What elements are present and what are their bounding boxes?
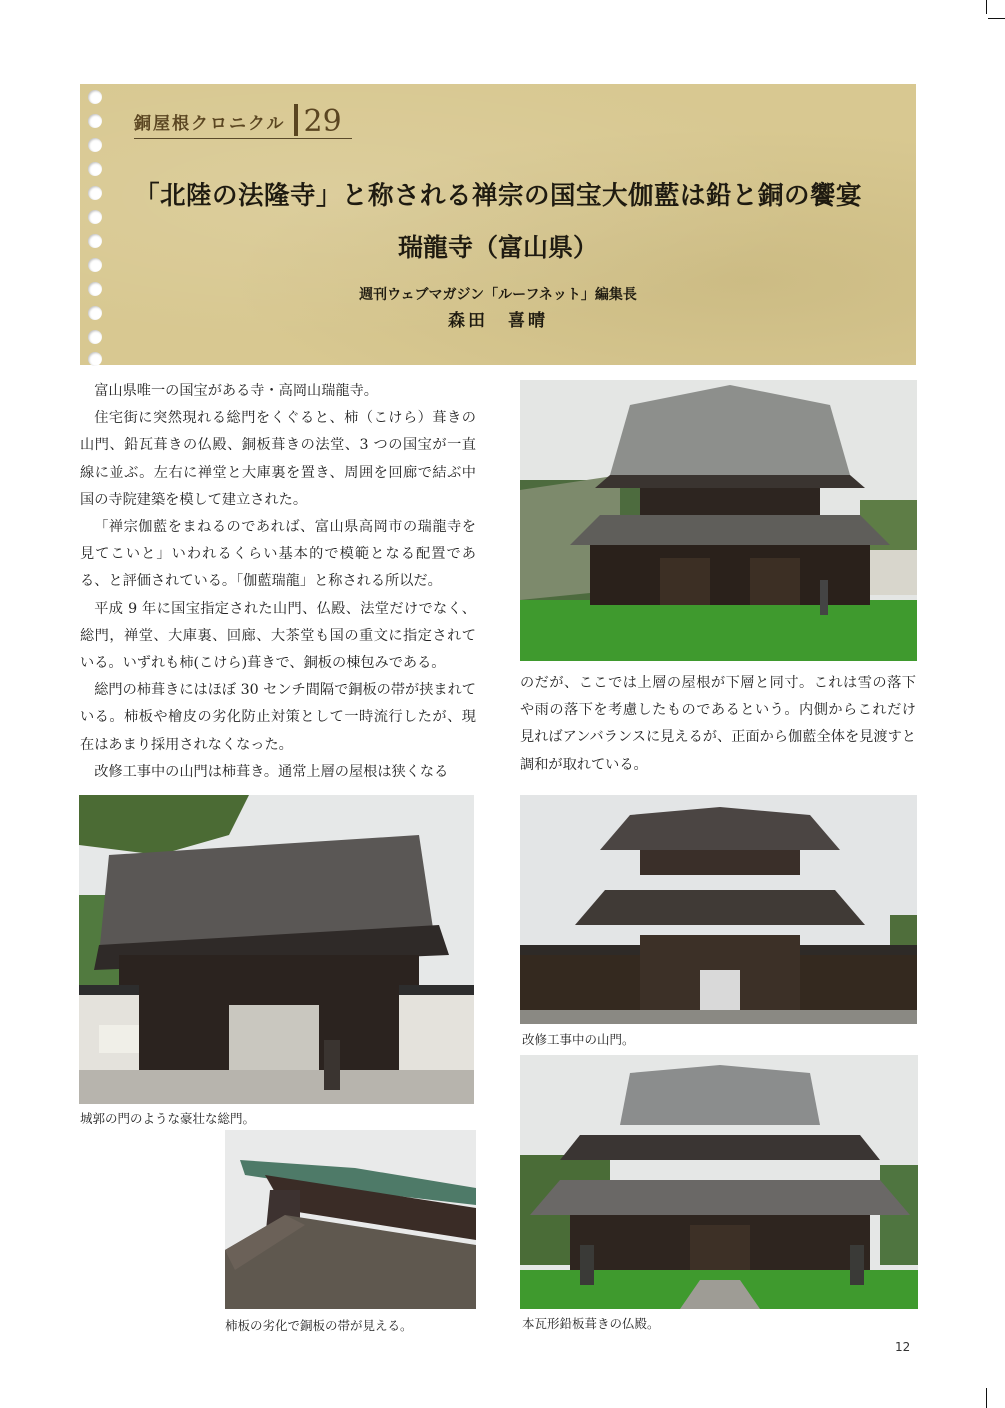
- article-header: [80, 84, 916, 365]
- photo-hatto: [520, 380, 917, 661]
- photo-sanmon: [520, 795, 917, 1024]
- photo-butsuden: [520, 1055, 918, 1309]
- paragraph: 平成 9 年に国宝指定された山門、仏殿、法堂だけでなく、総門，禅堂、大庫裏、回廊、大茶堂も国の重文に指定されている。いずれも柿(こけら)葺きで、銅板の棟包みである。: [80, 600, 476, 672]
- series-label: 銅屋根クロニクル: [134, 114, 286, 134]
- author-affiliation: 週刊ウェブマガジン「ルーフネット」編集長: [359, 287, 637, 303]
- series-divider: [294, 104, 298, 136]
- caption-sanmon: 改修工事中の山門。: [522, 1032, 635, 1047]
- paragraph: 総門の柿葺きにはほぼ 30 センチ間隔で銅板の帯が挟まれている。柿板や檜皮の劣化防止対策として一時流行したが、現在はあまり採用されなくなった。: [80, 682, 476, 753]
- paragraph: 富山県唯一の国宝がある寺・高岡山瑞龍寺。: [94, 383, 378, 399]
- paragraph: 住宅街に突然現れる総門をくぐると、柿（こけら）葺きの山門、鉛瓦葺きの仏殿、銅板葺きの法堂、3 つの国宝が一直線に並ぶ。左右に禅堂と大庫裏を置き、周囲を回廊で結ぶ中国の寺院建築を模して建立された。: [80, 410, 476, 508]
- crop-mark-top-right: [986, 0, 987, 14]
- body-text-left: [80, 378, 476, 786]
- article-title: 「北陸の法隆寺」と称される禅宗の国宝大伽藍は鉛と銅の饗宴: [133, 181, 862, 211]
- caption-somon: 城郭の門のような豪壮な総門。: [80, 1111, 256, 1126]
- series-heading: [134, 102, 352, 139]
- article-subtitle: 瑞龍寺（富山県）: [397, 233, 598, 262]
- paragraph: 「禅宗伽藍をまねるのであれば、富山県高岡市の瑞龍寺を見てこいと」いわれるくらい基本的で模範となる配置である、と評価されている。「伽藍瑞龍」と称される所以だ。: [80, 519, 476, 590]
- body-text-right: [520, 670, 916, 779]
- caption-butsuden: 本瓦形鉛板葺きの仏殿。: [522, 1316, 660, 1331]
- series-number: 29: [303, 104, 342, 139]
- author-name: 森田 喜晴: [448, 311, 548, 331]
- caption-copper-band: 柿板の劣化で銅板の帯が見える。: [225, 1318, 413, 1333]
- paragraph: のだが、ここでは上層の屋根が下層と同寸。これは雪の落下や雨の落下を考慮したものであるという。内側からこれだけ見ればアンバランスに見えるが、正面から伽藍全体を見渡すと調和が取れている。: [520, 675, 916, 773]
- paragraph: 改修工事中の山門は柿葺き。通常上層の屋根は狭くなる: [94, 763, 449, 780]
- photo-somon: [79, 795, 474, 1104]
- page-number: 12: [895, 1340, 911, 1354]
- crop-mark-bottom-right: [986, 1388, 987, 1408]
- crop-mark-top-right-h: [988, 18, 1005, 19]
- photo-copper-band: [225, 1130, 476, 1309]
